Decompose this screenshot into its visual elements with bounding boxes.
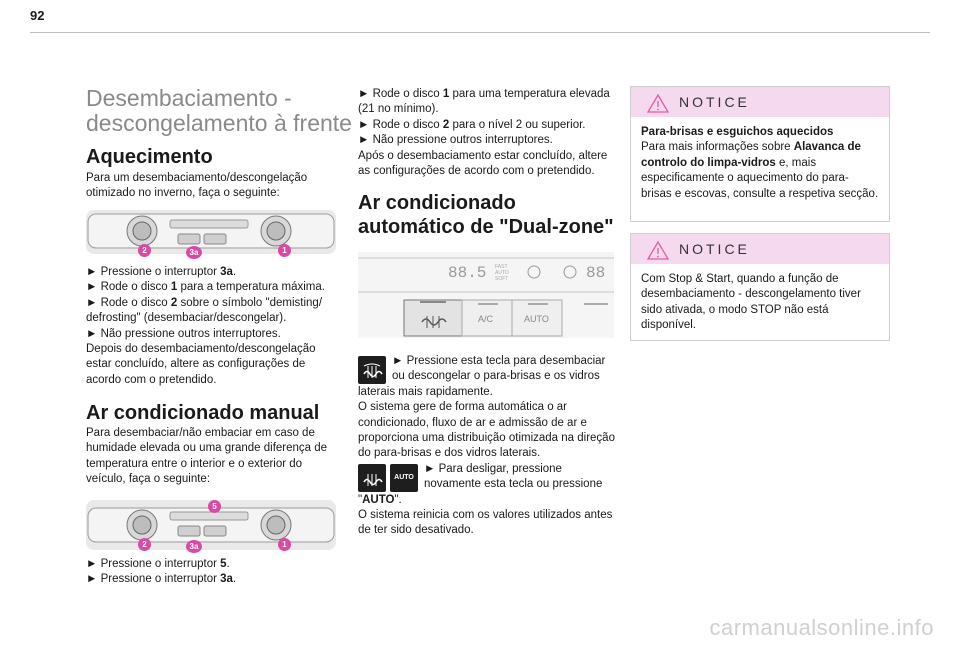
badge-1: 1 xyxy=(278,244,291,257)
defrost-key-row: ► Pressione esta tecla para desembaciar ou descongelar o para-brisas e os vidros laterais mais rapidamente. xyxy=(358,355,606,398)
display-fast: FAST xyxy=(495,264,508,270)
dual-zone-panel-illustration xyxy=(358,252,614,338)
badge-1: 1 xyxy=(278,538,291,551)
display-soft: SOFT xyxy=(495,276,509,282)
warning-triangle-icon xyxy=(647,240,669,260)
heading-aquecimento: Aquecimento xyxy=(86,146,213,168)
notice-box-1 xyxy=(630,86,890,222)
heading-dual-zone: Ar condicionado automático de "Dual-zone" xyxy=(358,192,614,238)
notice-body: Com Stop & Start, quando a função de desembaciamento - descongelamento tiver sido ativada, o modo STOP não está disponível. xyxy=(641,273,861,332)
defrost-key-icon xyxy=(358,356,386,384)
display-auto: AUTO xyxy=(495,270,509,276)
page-title: Desembaciamento - descongelamento à frente xyxy=(86,85,352,136)
step-item: ► Não pressione outros interruptores. xyxy=(86,327,281,340)
notice-header xyxy=(631,234,889,264)
notice-title: NOTICE xyxy=(679,241,750,257)
badge-2: 2 xyxy=(138,244,151,257)
step-item: ► Rode o disco 1 para uma temperatura elevada (21 no mínimo). xyxy=(358,88,610,116)
warning-triangle-icon xyxy=(647,93,669,113)
badge-2: 2 xyxy=(138,538,151,551)
page-number: 92 xyxy=(30,8,45,23)
badge-5: 5 xyxy=(208,500,221,513)
notice-text: Para mais informações sobre Alavanca de controlo do limpa-vidros e, mais especificamente o aquecimento do para-brisas e escovas, consulte a respetiva secção. xyxy=(641,141,879,200)
notice-body xyxy=(631,117,889,208)
display-right-temp: 88 xyxy=(586,264,606,282)
climate-panel-drawing xyxy=(86,210,336,254)
notice-title: NOTICE xyxy=(679,94,750,110)
step-item: ► Não pressione outros interruptores. xyxy=(358,134,553,147)
steps-ar-manual xyxy=(86,557,338,588)
steps-aquecimento xyxy=(86,265,338,388)
defrost-key-icon xyxy=(358,464,386,492)
step-item: ► Rode o disco 2 para o nível 2 ou superior. xyxy=(358,118,586,131)
intro-aquecimento: Para um desembaciamento/descongelação otimizado no inverno, faça o seguinte: xyxy=(86,172,308,200)
dual-zone-text xyxy=(358,354,616,539)
badge-3a: 3a xyxy=(186,540,202,553)
paragraph: Após o desembaciamento estar concluído, altere as configurações de acordo com o pretendido. xyxy=(358,149,608,178)
notice-heading: Para-brisas e esguichos aquecidos xyxy=(641,126,834,138)
paragraph: Depois do desembaciamento/descongelação estar concluído, altere as configurações de acordo com o pretendido. xyxy=(86,343,316,386)
climate-panel-illustration-1 xyxy=(86,210,336,257)
auto-button-label: AUTO xyxy=(524,314,549,324)
notice-header xyxy=(631,87,889,117)
display-left-temp: 88.5 xyxy=(448,264,487,282)
footer-watermark: carmanualsonline.info xyxy=(709,615,934,640)
intro-ar-manual: Para desembaciar/não embaciar em caso de humidade elevada ou uma grande diferença de temperatura entre o interior e o exterior do veículo, faça o seguinte: xyxy=(86,427,328,486)
step-item: ► Rode o disco 2 sobre o símbolo "demisting/ defrosting" (desembaciar/descongelar). xyxy=(86,296,323,325)
paragraph: O sistema gere de forma automática o ar condicionado, fluxo de ar e admissão de ar e proporciona uma distribuição otimizada na direção do para-brisas e dos vidros laterais. xyxy=(358,401,615,460)
step-item: ► Rode o disco 1 para a temperatura máxima. xyxy=(86,281,325,294)
step-item: ► Pressione o interruptor 3a. xyxy=(86,266,237,278)
ac-button-label: A/C xyxy=(478,314,494,324)
header-rule xyxy=(30,32,930,33)
heading-ar-manual: Ar condicionado manual xyxy=(86,402,320,424)
step-item: ► Pressione o interruptor 5. xyxy=(86,558,230,570)
climate-panel-illustration-2 xyxy=(86,500,336,550)
auto-key-icon: AUTO xyxy=(390,464,418,492)
step-item: ► Pressione o interruptor 3a. xyxy=(86,573,237,586)
steps-continued xyxy=(358,87,616,179)
badge-3a: 3a xyxy=(186,246,202,259)
notice-box-2 xyxy=(630,233,890,341)
auto-key-row: AUTO ► Para desligar, pressione novamente esta tecla ou pressione "AUTO". xyxy=(358,462,603,506)
paragraph: O sistema reinicia com os valores utilizados antes de ter sido desativado. xyxy=(358,509,613,537)
